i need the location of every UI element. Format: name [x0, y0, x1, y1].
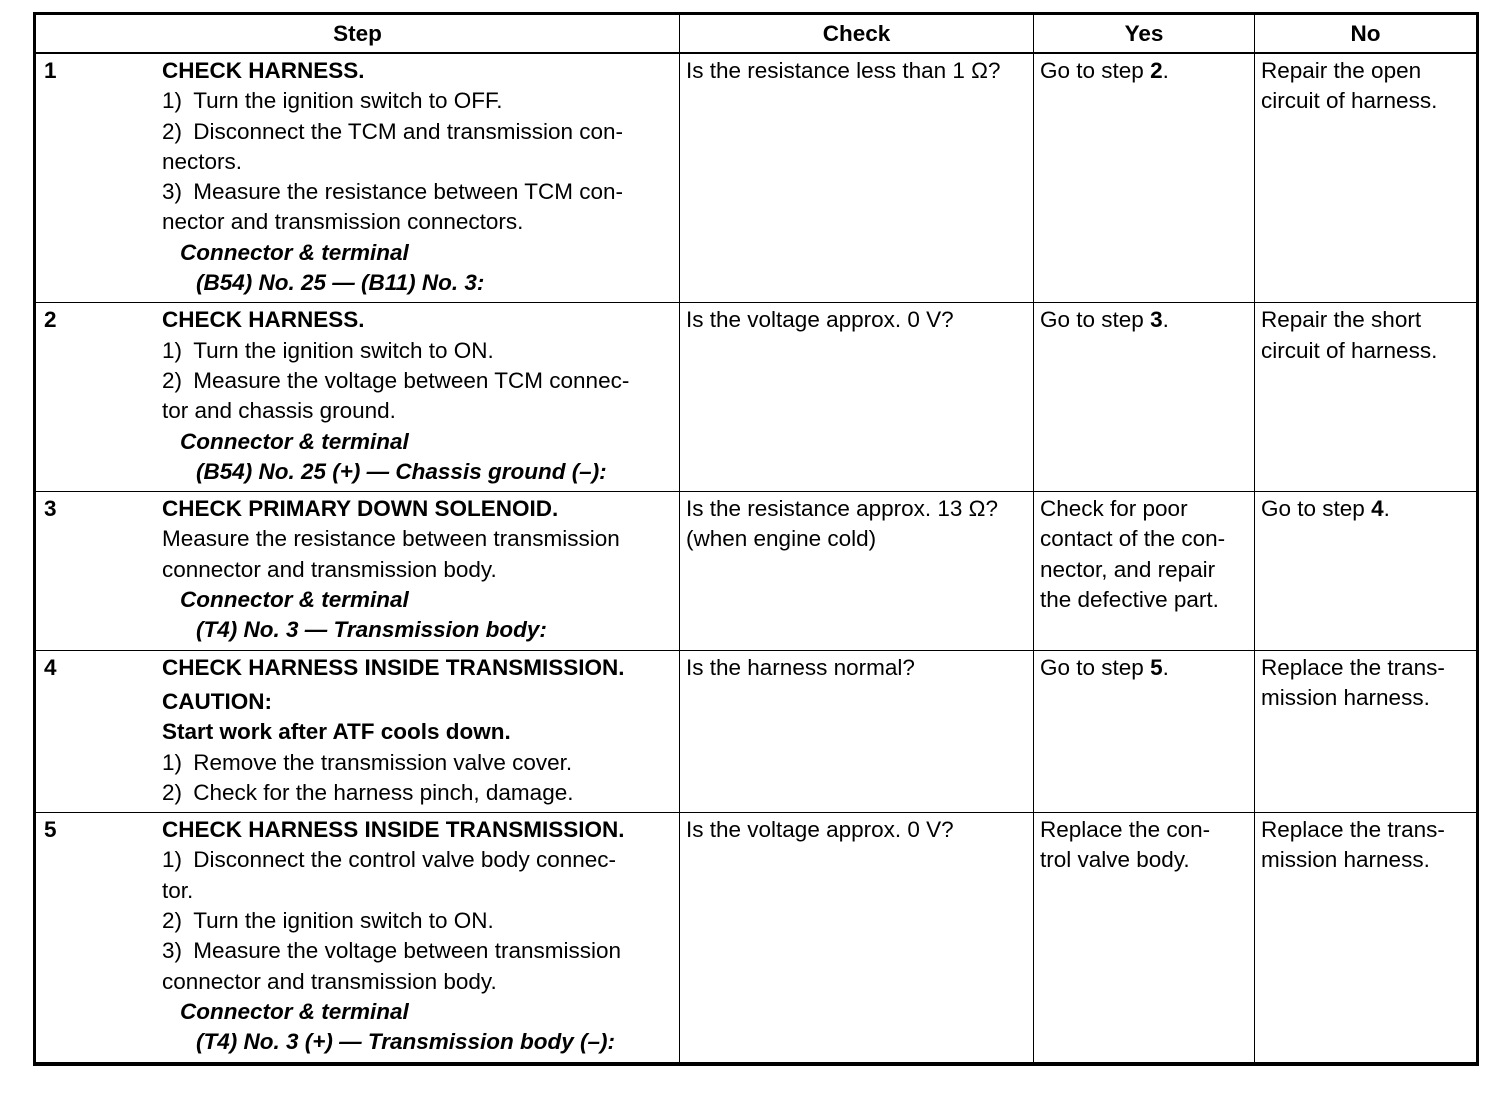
- no-text: Repair the open: [1261, 58, 1422, 83]
- instruction-line: 1) Remove the transmission valve cover.: [162, 749, 573, 775]
- instruction-line: 2) Turn the ignition switch to ON.: [162, 908, 494, 934]
- caution-label: CAUTION:: [162, 688, 272, 714]
- instruction-line: 1) Turn the ignition switch to OFF.: [162, 88, 503, 114]
- connector-heading: Connector & terminal: [180, 998, 409, 1024]
- yes-text: Go to step: [1040, 58, 1151, 83]
- yes-cell: [1034, 303, 1255, 492]
- no-cell: [1255, 53, 1478, 303]
- step-number: 2: [44, 307, 57, 333]
- no-text: Go to step: [1261, 496, 1372, 522]
- instruction-line: nector and transmission connectors.: [162, 209, 524, 235]
- yes-step-number: 3: [1150, 307, 1163, 333]
- check-cell: [680, 492, 1034, 650]
- instruction-line: connector and transmission body.: [162, 556, 497, 582]
- step-title: CHECK HARNESS.: [162, 307, 365, 333]
- step-title: CHECK HARNESS INSIDE TRANSMISSION.: [162, 817, 625, 843]
- step-cell: [35, 303, 680, 492]
- check-text: Is the resistance less than 1 Ω?: [686, 58, 1001, 83]
- instruction-line: connector and transmission body.: [162, 968, 497, 994]
- step-title: CHECK HARNESS.: [162, 58, 365, 83]
- step-cell: [35, 492, 680, 650]
- yes-cell: [1034, 53, 1255, 303]
- step-cell: [35, 650, 680, 812]
- step-number: 5: [44, 817, 57, 843]
- step-number: 3: [44, 496, 57, 522]
- yes-text-end: .: [1162, 307, 1169, 333]
- connector-terminal: (T4) No. 3 (+) — Transmission body (–):: [196, 1029, 616, 1055]
- instruction-line: 3) Measure the voltage between transmission: [162, 938, 621, 964]
- table-row: [35, 53, 1478, 303]
- connector-terminal: (T4) No. 3 — Transmission body:: [196, 617, 547, 643]
- connector-heading: Connector & terminal: [180, 428, 409, 454]
- header-check: Check: [680, 14, 1034, 54]
- no-text: circuit of harness.: [1261, 88, 1438, 114]
- no-cell: [1255, 492, 1478, 650]
- check-text: Is the voltage approx. 0 V?: [686, 307, 954, 333]
- no-text: Replace the trans-: [1261, 817, 1445, 843]
- instruction-line: 1) Disconnect the control valve body connec-: [162, 847, 616, 873]
- table-row: [35, 303, 1478, 492]
- yes-step-number: 5: [1150, 654, 1163, 680]
- yes-text: trol valve body.: [1040, 847, 1190, 873]
- no-text: mission harness.: [1261, 847, 1430, 873]
- instruction-line: tor.: [162, 877, 194, 903]
- yes-text-end: .: [1162, 654, 1169, 680]
- table-row: [35, 650, 1478, 812]
- connector-terminal: (B54) No. 25 — (B11) No. 3:: [196, 270, 485, 296]
- header-no: No: [1255, 14, 1478, 54]
- yes-text: Check for poor: [1040, 496, 1188, 522]
- check-text: Is the voltage approx. 0 V?: [686, 817, 954, 843]
- yes-text: Go to step: [1040, 307, 1151, 333]
- caution-text: Start work after ATF cools down.: [162, 719, 511, 745]
- check-cell: [680, 53, 1034, 303]
- yes-cell: [1034, 813, 1255, 1064]
- no-cell: [1255, 650, 1478, 812]
- check-text: (when engine cold): [686, 526, 877, 552]
- instruction-line: tor and chassis ground.: [162, 398, 396, 424]
- no-text: mission harness.: [1261, 684, 1430, 710]
- no-text: Repair the short: [1261, 307, 1422, 333]
- yes-text: contact of the con-: [1040, 526, 1226, 552]
- yes-text: nector, and repair: [1040, 556, 1216, 582]
- connector-terminal: (B54) No. 25 (+) — Chassis ground (–):: [196, 458, 607, 484]
- step-title: CHECK HARNESS INSIDE TRANSMISSION.: [162, 654, 625, 680]
- no-step-number: 4: [1371, 496, 1384, 522]
- table-row: [35, 813, 1478, 1064]
- yes-step-number: 2: [1150, 58, 1163, 83]
- instruction-line: nectors.: [162, 148, 243, 174]
- no-cell: [1255, 813, 1478, 1064]
- connector-heading: Connector & terminal: [180, 587, 409, 613]
- check-cell: [680, 303, 1034, 492]
- yes-text: Go to step: [1040, 654, 1151, 680]
- no-text: circuit of harness.: [1261, 337, 1438, 363]
- header-step: Step: [35, 14, 680, 54]
- instruction-line: 2) Measure the voltage between TCM connec-: [162, 367, 630, 393]
- no-text-end: .: [1383, 496, 1390, 522]
- check-text: Is the resistance approx. 13 Ω?: [686, 496, 998, 522]
- diagnostic-table: [33, 12, 1479, 1066]
- instruction-line: 1) Turn the ignition switch to ON.: [162, 337, 494, 363]
- no-cell: [1255, 303, 1478, 492]
- instruction-line: 2) Check for the harness pinch, damage.: [162, 779, 574, 805]
- instruction-line: 2) Disconnect the TCM and transmission con-: [162, 118, 624, 144]
- check-cell: [680, 650, 1034, 812]
- step-cell: [35, 813, 680, 1064]
- check-cell: [680, 813, 1034, 1064]
- check-text: Is the harness normal?: [686, 654, 915, 680]
- instruction-line: 3) Measure the resistance between TCM con-: [162, 179, 624, 205]
- yes-cell: [1034, 650, 1255, 812]
- step-number: 4: [44, 654, 57, 680]
- step-title: CHECK PRIMARY DOWN SOLENOID.: [162, 496, 559, 522]
- yes-text: Replace the con-: [1040, 817, 1211, 843]
- yes-text-end: .: [1162, 58, 1169, 83]
- step-cell: [35, 53, 680, 303]
- yes-cell: [1034, 492, 1255, 650]
- header-row: [35, 14, 1478, 54]
- step-number: 1: [44, 58, 57, 83]
- connector-heading: Connector & terminal: [180, 239, 409, 265]
- yes-text: the defective part.: [1040, 587, 1219, 613]
- header-yes: Yes: [1034, 14, 1255, 54]
- instruction-line: Measure the resistance between transmission: [162, 526, 620, 552]
- no-text: Replace the trans-: [1261, 654, 1445, 680]
- table-row: [35, 492, 1478, 650]
